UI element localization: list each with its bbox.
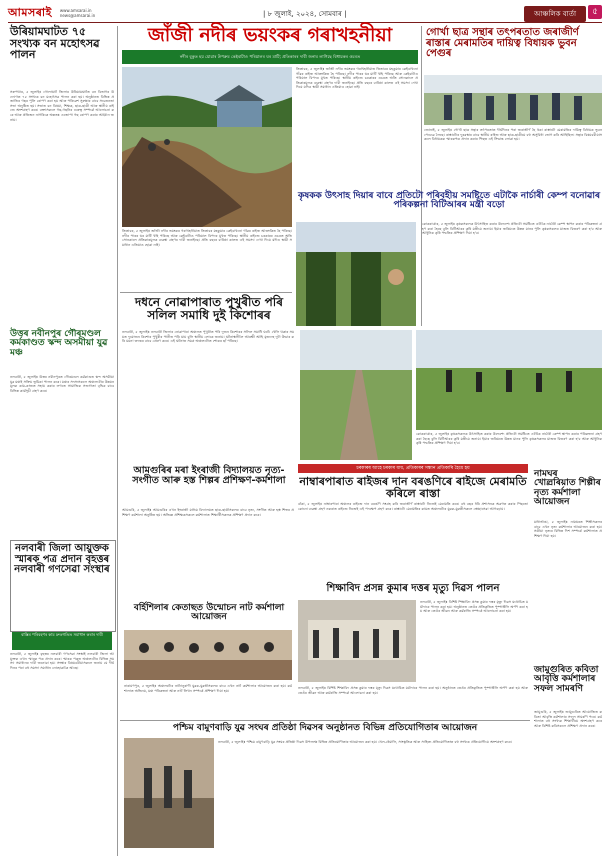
section-rule <box>120 292 292 293</box>
article-13-headline: জামুগুৰিত কবিতা আবৃত্তি কৰ্মশালাৰ সফল সামৰণি <box>534 665 599 694</box>
nursery-camp-photo <box>296 222 416 326</box>
article-4-body-b: কোকৰাঝাৰ, ৫ জুলাইঃ কৃষকসকলক উৎসাহিত কৰাৰ উদ্দেশ্যে প্ৰতিটো সমষ্টিতে এটাকৈ নাৰ্চাৰী কেম্প স্থাপন কৰাৰ পৰিকল্পনা গ্ৰহণ কৰা হৈছে বুলি বিটিআৰৰ কৃষি মন্ত্ৰীয়ে জনায়। ইয়াৰ জৰিয়তে উন্নত মানৰ পুলি কৃষকসকলৰ মাজত বিতৰণ কৰা হ'ব আৰু আধুনিক কৃষি পদ্ধতিৰ প্ৰশিক্ষণ দিয়া হ'ব। <box>416 432 602 446</box>
article-7-subtitle: বাস্তিৰ পৰিবহণৰ কাম দ্ৰুতগতিত সমাধান কৰাৰ দাবী <box>12 632 112 650</box>
article-12-headline: নামঘৰ খোল্ৰৰিয়াত শিল্পীৰ নৃত্য কৰ্মশালা আয়োজন <box>534 469 601 508</box>
student-union-photo <box>424 75 602 125</box>
article-1-body: সৰুপথাৰ, ৫ জুলাইঃ গোলাঘাট জিলাৰ উৰিয়ামঘাটত বন বিভাগৰ উদ্যোগত ৭৫ সংখ্যক বন মহোৎসৱ পালন কৰা হয়। অনুষ্ঠানত বিভিন্ন প্ৰজাতিৰ গছৰ পুলি ৰোপণ কৰা হয় আৰু পৰিৱেশ সুৰক্ষাৰ বাবে সচেতনতা সভা অনুষ্ঠিত হয়। সভাত বন বিষয়া, শিক্ষক, ছাত্ৰ-ছাত্ৰী আৰু স্থানীয় ৰাইজে অংশগ্ৰহণ কৰে। বক্তাসকলে গছ-গছনিৰ গুৰুত্ব সম্পৰ্কে আলোচনা কৰে আৰু প্ৰতিজন নাগৰিকে অন্ততঃ এজোপা গছ ৰোপণ কৰাৰ আহ্বান জনায়। <box>10 90 114 122</box>
article-9-body: নাৰায়ণপুৰ, ৫ জুলাইঃ অঞ্চলটোৰ নাট্যানুৰাগী যুৱক-যুৱতীসকলৰ বাবে এখন নাট কৰ্মশালাৰ আয়োজন কৰা হয়। কৰ্মশালাত অভিনয়, মঞ্চ পৰিকল্পনা আৰু নাট লিখন সম্পৰ্কে প্ৰশিক্ষণ দিয়া হয়। <box>124 684 292 693</box>
article-7-headline: নলবাৰী জিলা আয়ুক্তক স্মাৰক পত্ৰ প্ৰদান বৃহত্তৰ নলবাৰী গণসেৱা সংস্থাৰ <box>14 543 110 575</box>
article-11-headline: শিক্ষাবিদ প্ৰসন্ন কুমাৰ দত্তৰ মৃত্যু দিৱস পালন <box>326 583 500 594</box>
riverbank-erosion-photo <box>122 67 292 227</box>
article-3-body: জোনাই, ৫ জুলাইঃ গোৰ্খা ছাত্ৰ সন্থাৰ তৎপৰতাত দীৰ্ঘদিনৰ পৰা জৰাজীৰ্ণ হৈ থকা ৰাস্তাটো মেৰামতিৰ দায়িত্ব বিধায়ক ভুবন পেগুৱে লৈছে। ৰাস্তাটোৰ দুৰৱস্থাৰ বাবে স্থানীয় ৰাইজ আৰু ছাত্ৰ-ছাত্ৰীয়ে বহু অসুবিধা ভোগ কৰি আহিছিল। সন্থাৰ বিষয়ববীয়াসকলে বিধায়কক স্মাৰকপত্ৰ প্ৰদান কৰাৰ পিছত এই সিদ্ধান্ত লোৱা হয়। <box>424 128 602 142</box>
article-8-headline: আমগুৰিৰ মৰা ইংৰাজী বিদ্যালয়ত নৃত্য-সংগীত আৰু হস্ত শিল্পৰ প্ৰশিক্ষণ-কৰ্মশালা <box>132 465 286 486</box>
article-4-headline: কৃষকক উৎসাহ দিয়াৰ বাবে প্ৰতিটো পৰিবহীয় সমষ্টিতে এটাকৈ নাৰ্চাৰী কেম্প বনোৱাৰ পৰিকল্পনা বিটিআৰৰ মন্ত্ৰী বড়ো <box>297 191 601 211</box>
page-header <box>8 6 602 20</box>
masthead-meta <box>60 8 95 18</box>
header-rule <box>8 22 602 23</box>
article-11-body: নলবাৰী, ৫ জুলাইঃ বিশিষ্ট শিক্ষাবিদ প্ৰসন্ন কুমাৰ দত্তৰ মৃত্যু দিৱস যথোচিত মৰ্যাদাৰে পালন কৰা হয়। অনুষ্ঠানত তেওঁৰ প্ৰতিকৃতিত পুষ্পাঞ্জলি অৰ্পণ কৰা হয় আৰু তেওঁৰ জীৱন আৰু কৰ্মৰাজি সম্পৰ্কে আলোচনা কৰা হয়। <box>420 600 528 614</box>
field-group-photo <box>416 330 602 430</box>
column-divider <box>117 26 118 856</box>
article-6-headline: উত্তৰ নবীনপুৰ গৌৰমণ্ডল কৰ্মকাণ্ডত স্কন্দ অসমীয়া যুৱ মঞ্চ <box>10 329 108 358</box>
article-1-headline: উৰিয়ামঘাটত ৭৫ সংখ্যক বন মহোৎসৱ পালন <box>10 25 100 62</box>
article-2-body-a: তিতাবৰ, ৫ জুলাইঃ জাঁজী নদীৰ ভয়ংকৰ গৰাখহনীয়াত তিতাবৰ মহকুমাৰ কেইবাখনো গাঁৱৰ ৰাইজ আতংকিত হৈ পৰিছে। নদীৰ পাৰৰ ঘৰ মাটি খহি পৰিছে আৰু কেইবাটাও পৰিয়াল বিপদৰ মুখত পৰিছে। স্থানীয় ৰাইজে চৰকাৰৰ ওচৰত অতি সোনকালে প্ৰতিকাৰমূলক ব্যৱস্থা গ্ৰহণৰ দাবী জনাইছে। প্ৰতি বছৰে বাৰিষা কালত এই সমস্যা দেখা দিয়ে যদিও স্থায়ী সমাধান এতিয়াও হোৱা নাই। <box>122 229 292 247</box>
article-9-headline: বৰ্হিশিলাৰ কেতাছত উন্মোচন নাট কৰ্মশালা আয়োজন <box>133 603 285 623</box>
article-10-kicker: চৰকাৰৰ আহে চৰকাৰ যায়, প্ৰতিকাৰৰ সন্ধান প্ৰতিকাৰি হৈয়ে হয় <box>298 464 528 473</box>
article-14-body: নলবাৰী, ৫ জুলাইঃ পশ্চিম বামুণবাড়ি যুৱ সংঘৰ প্ৰতিষ্ঠা দিৱস উপলক্ষে বিভিন্ন প্ৰতিযোগিতাৰ আয়োজন কৰা হয়। খেল-ধেমালি, সাংস্কৃতিক আৰু সাহিত্য প্ৰতিযোগিতাত বহু সংখ্যক প্ৰতিযোগীয়ে অংশগ্ৰহণ কৰে। <box>218 740 512 744</box>
article-8-body: আমগুৰি, ৫ জুলাইঃ আমগুৰিৰ এখন ইংৰাজী মাধ্যম বিদ্যালয়ত ছাত্ৰ-ছাত্ৰীসকলৰ বাবে নৃত্য, সংগীত আৰু হস্ত শিল্পৰ প্ৰশিক্ষণ কৰ্মশালা অনুষ্ঠিত হয়। অভিজ্ঞ প্ৰশিক্ষকসকলে কৰ্মশালাত শিক্ষাৰ্থীসকলক প্ৰশিক্ষণ প্ৰদান কৰে। <box>122 508 294 517</box>
section-rule <box>120 720 530 721</box>
masthead-email: news@amsarai.in <box>59 13 96 18</box>
article-2-headline: জাঁজী নদীৰ ভয়ংকৰ গৰাখহনীয়া <box>147 24 393 46</box>
article-10-headline: নাম্বাৰপাৰাত ৰাইজৰ দান বৰঙণিৰে ৰাইজে মেৰামতি কৰিলে ৰাস্তা <box>299 475 527 500</box>
masthead-logo: আমসৰাই <box>8 5 52 19</box>
memorial-photo <box>298 600 416 682</box>
masthead-website: www.amsarai.in <box>59 8 92 13</box>
road-repair-photo <box>300 330 412 460</box>
article-13-body: জামুগুৰি, ৫ জুলাইঃ জামুগুৰিত আয়োজিত কবিতা আবৃত্তি কৰ্মশালাৰ সফল সামৰণি পৰে। কৰ্মশালাত বহু সংখ্যক শিক্ষাৰ্থীয়ে অংশগ্ৰহণ কৰে আৰু বিশিষ্ট কবিসকলে প্ৰশিক্ষণ প্ৰদান কৰে। <box>534 710 602 728</box>
article-2-subtitle: নদীৰ বুকুত হয় যোৱাৰ উপক্ৰম কেইবাটাও পৰিয়ালৰ ঘৰ মাটি; প্ৰতিকাৰৰ দাবী জনাব লাগিছে বিধায়কৰ ওচৰত <box>122 50 418 64</box>
article-2-body-b: তিতাবৰ, ৫ জুলাইঃ জাঁজী নদীৰ ভয়ংকৰ গৰাখহনীয়াত তিতাবৰ মহকুমাৰ কেইবাখনো গাঁৱৰ ৰাইজ আতংকিত হৈ পৰিছে। নদীৰ পাৰৰ ঘৰ মাটি খহি পৰিছে আৰু কেইবাটাও পৰিয়াল বিপদৰ মুখত পৰিছে। স্থানীয় ৰাইজে চৰকাৰৰ ওচৰত অতি সোনকালে প্ৰতিকাৰমূলক ব্যৱস্থা গ্ৰহণৰ দাবী জনাইছে। প্ৰতি বছৰে বাৰিষা কালত এই সমস্যা দেখা দিয়ে যদিও স্থায়ী সমাধান এতিয়াও হোৱা নাই। <box>296 67 418 90</box>
workshop-photo <box>124 630 292 680</box>
article-12-body: মাধাৰ্ভাঙা, ৫ জুলাইঃ নামঘৰত শিল্পীসকলৰ বাবে এখন নৃত্য কৰ্মশালাৰ আয়োজন কৰা হয়। সত্ৰীয়া নৃত্যৰ বিভিন্ন দিশ সম্পৰ্কে কৰ্মশালাত প্ৰশিক্ষণ দিয়া হয়। <box>534 520 602 538</box>
article-5-headline: দধনে নোৱাপাৰাত পুখুৰীত পৰি সলিল সমাধি দুই কিশোৰৰ <box>135 295 283 322</box>
youth-club-photo <box>124 738 214 848</box>
article-14-headline: পশ্চিম বামুণবাড়ি যুৱ সংঘৰ প্ৰতিষ্ঠা দিৱসৰ অনুষ্ঠানত বিভিন্ন প্ৰতিযোগিতাৰ আয়োজন <box>172 723 478 733</box>
article-3-headline: গোৰ্খা ছাত্ৰ সন্থাৰ তৎপৰতাত জৰাজীৰ্ণ ৰাস্তাৰ মেৰামতিৰ দায়িত্ব বিধায়ক ভুবন পেগুৰ <box>426 27 579 59</box>
article-7-body: নলবাৰী, ৫ জুলাইঃ বৃহত্তৰ নলবাৰী গণসেৱা সংস্থাই নলবাৰী জিলা আয়ুক্তক এখন স্মাৰক পত্ৰ প্ৰদান কৰে। স্মাৰক পত্ৰত অঞ্চলটোৰ বিভিন্ন সমস্যা সমাধানৰ দাবী জনোৱা হয়। সংস্থাৰ বিষয়ববীয়াসকলে জনায় যে দীৰ্ঘদিনৰ পৰা বহু সমস্যা সমাধান নোহোৱাকৈ আছে। <box>10 652 114 670</box>
section-label: আঞ্চলিক বাৰ্তা <box>524 6 586 22</box>
article-6-body: নলবাৰী, ৫ জুলাইঃ উত্তৰ নবীনপুৰত গৌৰমণ্ডল কৰ্মকাণ্ডত স্কন্দ অসমীয়া যুৱ মঞ্চই সক্ৰিয় ভূমিকা পালন কৰে। মঞ্চৰ সদস্যসকলে অঞ্চলটোৰ উন্নয়নমূলক কাম-কাজত সহায় কৰাৰ লগতে সামাজিক সজাগতা বৃদ্ধিৰ বাবে বিভিন্ন কাৰ্যসূচী গ্ৰহণ কৰে। <box>10 375 114 393</box>
article-10-body: বাঁকা, ৫ জুলাইঃ নাম্বাৰপাৰা অঞ্চলৰ ৰাইজে দান বৰঙণি সংগ্ৰহ কৰি জৰাজীৰ্ণ ৰাস্তাটো নিজেই মেৰামতি কৰে। বহু বছৰ ধৰি প্ৰশাসনক অৱগত কৰাৰ পিছতো কোনো ব্যৱস্থা গ্ৰহণ নকৰাত ৰাইজে নিজেই এই পদক্ষেপ গ্ৰহণ কৰে। ৰাস্তাটো মেৰামতিৰ কামত অঞ্চলটোৰ যুৱক-যুৱতীসকলে স্বেচ্ছাসেৱা আগবঢ়ায়। <box>298 502 528 511</box>
page-number: ৫ <box>588 5 602 19</box>
article-4-body: কোকৰাঝাৰ, ৫ জুলাইঃ কৃষকসকলক উৎসাহিত কৰাৰ উদ্দেশ্যে প্ৰতিটো সমষ্টিতে এটাকৈ নাৰ্চাৰী কেম্প স্থাপন কৰাৰ পৰিকল্পনা গ্ৰহণ কৰা হৈছে বুলি বিটিআৰৰ কৃষি মন্ত্ৰীয়ে জনায়। ইয়াৰ জৰিয়তে উন্নত মানৰ পুলি কৃষকসকলৰ মাজত বিতৰণ কৰা হ'ব আৰু আধুনিক কৃষি পদ্ধতিৰ প্ৰশিক্ষণ দিয়া হ'ব। <box>422 222 602 236</box>
article-11-body-b: নলবাৰী, ৫ জুলাইঃ বিশিষ্ট শিক্ষাবিদ প্ৰসন্ন কুমাৰ দত্তৰ মৃত্যু দিৱস যথোচিত মৰ্যাদাৰে পালন কৰা হয়। অনুষ্ঠানত তেওঁৰ প্ৰতিকৃতিত পুষ্পাঞ্জলি অৰ্পণ কৰা হয় আৰু তেওঁৰ জীৱন আৰু কৰ্মৰাজি সম্পৰ্কে আলোচনা কৰা হয়। <box>298 686 528 695</box>
article-5-body: নলবাৰী, ৫ জুলাইঃ নলবাৰী জিলাৰ নোৱাপাৰা অঞ্চলত পুখুৰীত পৰি দুজন কিশোৰৰ সলিল সমাধি ঘটে। খেলি থকাৰ সময়ত দুয়োজন কিশোৰ পুখুৰীৰ পানীত পৰি যায় বুলি স্থানীয় লোকে জনায়। ঘটনাস্থলীলৈ আৰক্ষী আহি মৃতদেহ দুটা উদ্ধাৰ কৰি ময়না তদন্তৰ বাবে প্ৰেৰণ কৰে। এই ঘটনাত সমগ্ৰ অঞ্চলটোত শোকৰ ছাঁ পৰিছে। <box>122 330 294 344</box>
issue-date: | ৮ জুলাই, ২০২৪, সোমবাৰ | <box>263 10 347 18</box>
